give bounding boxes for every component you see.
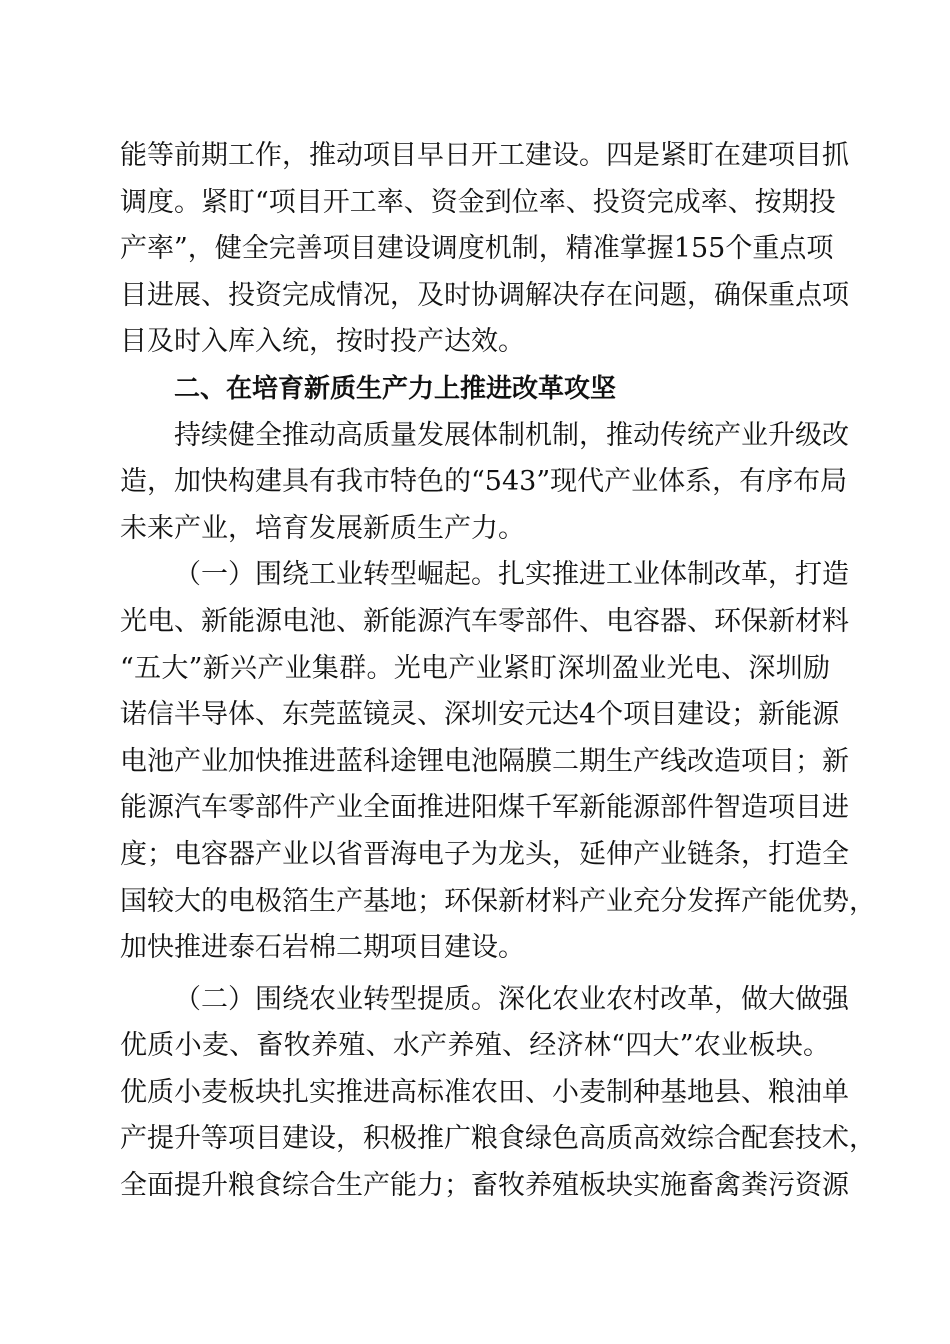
- text-line: （二）围绕农业转型提质。深化农业农村改革，做大做强: [174, 983, 849, 1015]
- text-line: 优质小麦板块扎实推进高标准农田、小麦制种基地县、粮油单: [120, 1076, 849, 1108]
- text-line: 诺信半导体、东莞蓝镜灵、深圳安元达4个项目建设；新能源: [120, 699, 840, 731]
- text-line: 未来产业，培育发展新质生产力。: [120, 512, 525, 544]
- text-line: 调度。紧盯“项目开工率、资金到位率、投资完成率、按期投: [120, 186, 836, 218]
- text-line: 能源汽车零部件产业全面推进阳煤千军新能源部件智造项目进: [120, 792, 849, 824]
- text-line: 国较大的电极箔生产基地；环保新材料产业充分发挥产能优势，: [120, 885, 876, 917]
- document-body: [120, 133, 876, 1210]
- text-line: 加快推进泰石岩棉二期项目建设。: [120, 932, 525, 964]
- text-line: 电池产业加快推进蓝科途锂电池隔膜二期生产线改造项目；新: [120, 745, 849, 777]
- text-line: 目进展、投资完成情况，及时协调解决存在问题，确保重点项: [120, 279, 849, 311]
- text-line: （一）围绕工业转型崛起。扎实推进工业体制改革，打造: [174, 559, 849, 591]
- text-line: 全面提升粮食综合生产能力；畜牧养殖板块实施畜禽粪污资源: [120, 1170, 849, 1202]
- text-line: “五大”新兴产业集群。光电产业紧盯深圳盈业光电、深圳励: [120, 652, 830, 684]
- text-line: 目及时入库入统，按时投产达效。: [120, 326, 525, 358]
- section-heading: 二、在培育新质生产力上推进改革攻坚: [174, 373, 617, 404]
- text-line: 产率”，健全完善项目建设调度机制，精准掌握155个重点项: [120, 233, 834, 265]
- text-line: 造，加快构建具有我市特色的“543”现代产业体系，有序布局: [120, 466, 848, 498]
- text-line: 持续健全推动高质量发展体制机制，推动传统产业升级改: [174, 419, 849, 451]
- text-line: 度；电容器产业以省晋海电子为龙头，延伸产业链条，打造全: [120, 838, 849, 870]
- text-line: 优质小麦、畜牧养殖、水产养殖、经济林“四大”农业板块。: [120, 1030, 830, 1062]
- text-line: 光电、新能源电池、新能源汽车零部件、电容器、环保新材料: [120, 605, 849, 637]
- text-line: 能等前期工作，推动项目早日开工建设。四是紧盯在建项目抓: [120, 140, 849, 171]
- text-line: 产提升等项目建设，积极推广粮食绿色高质高效综合配套技术，: [120, 1123, 876, 1155]
